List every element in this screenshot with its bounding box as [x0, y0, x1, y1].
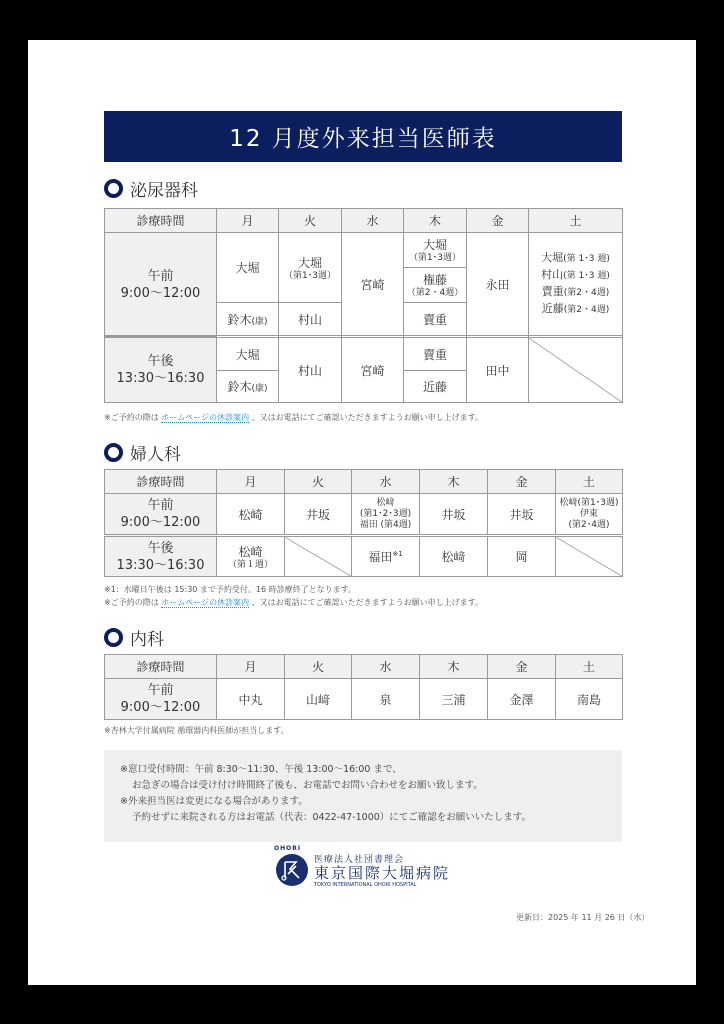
cell-mon-am: 松崎 [217, 494, 285, 536]
cell-mon-am-1: 大堀 [217, 233, 279, 303]
hospital-emblem-icon: OHORI [276, 854, 308, 886]
holiday-info-link[interactable]: ホームページの休診案内 [161, 413, 250, 422]
cell-fri-am: 金澤 [488, 679, 556, 720]
cell-wed-am: 松﨑 (第1･2･3週) 福田 (第4週) [352, 494, 420, 536]
section-title: 婦人科 [130, 445, 181, 465]
cell-fri-pm: 田中 [467, 337, 529, 403]
cell-fri-pm: 岡 [488, 536, 556, 577]
table-header-row [105, 470, 623, 494]
cell-tue-pm: 村山 [279, 337, 342, 403]
cell-tue-am: 井坂 [285, 494, 352, 536]
cell-wed-am: 宮崎 [342, 233, 404, 337]
table-row [105, 679, 623, 720]
header-sat: 土 [529, 209, 623, 233]
ring-bullet-icon [104, 179, 123, 198]
header-tue: 火 [285, 470, 352, 494]
cell-tue-pm-closed [285, 536, 352, 577]
header-wed: 水 [352, 470, 420, 494]
table-row [105, 337, 623, 371]
section-title: 泌尿器科 [130, 181, 198, 201]
cell-fri-am: 永田 [467, 233, 529, 337]
header-fri: 金 [488, 655, 556, 679]
cell-fri-am: 井坂 [488, 494, 556, 536]
header-wed: 水 [352, 655, 420, 679]
table-row [105, 233, 623, 268]
cell-mon-am: 中丸 [217, 679, 285, 720]
header-sat: 土 [556, 470, 623, 494]
cell-thu-am-2: 権藤 （第2・4週） [404, 268, 467, 303]
cell-tue-am-2: 村山 [279, 303, 342, 337]
cell-sat-pm-closed [529, 337, 623, 403]
cell-mon-pm-2: 鈴木(康) [217, 371, 279, 403]
pm-time-cell: 午後 13:30〜16:30 [105, 337, 217, 403]
section-heading-internal [104, 625, 164, 650]
cell-thu-am-1: 大堀 （第1･3週） [404, 233, 467, 268]
header-sat: 土 [556, 655, 623, 679]
cell-mon-pm-1: 大堀 [217, 337, 279, 371]
cell-thu-pm: 松﨑 [420, 536, 488, 577]
am-time-cell: 午前 9:00〜12:00 [105, 494, 217, 536]
cell-mon-pm: 松崎 （第１週） [217, 536, 285, 577]
header-fri: 金 [467, 209, 529, 233]
header-thu: 木 [420, 655, 488, 679]
am-time-cell: 午前 9:00〜12:00 [105, 233, 217, 337]
header-wed: 水 [342, 209, 404, 233]
cell-thu-pm-1: 賣重 [404, 337, 467, 371]
cell-sat-am: 南島 [556, 679, 623, 720]
table-header-row [105, 209, 623, 233]
section-heading-urology [104, 176, 198, 201]
hospital-logo [274, 845, 451, 888]
table-row [105, 494, 623, 536]
updated-date: 更新日：2025 年 11 月 26 日（水） [516, 913, 650, 922]
internal-note: ※杏林大学付属病院 循環器内科医師が担当します。 [104, 726, 289, 735]
cell-thu-am: 井坂 [420, 494, 488, 536]
header-mon: 月 [217, 470, 285, 494]
section-title: 内科 [130, 630, 164, 650]
header-time: 診療時間 [105, 470, 217, 494]
cell-thu-pm-2: 近藤 [404, 371, 467, 403]
cell-sat-pm-closed [556, 536, 623, 577]
cell-mon-am-2: 鈴木(康) [217, 303, 279, 337]
table-row [105, 536, 623, 577]
hospital-name-en: TOKYO INTERNATIONAL OHORI HOSPITAL [314, 882, 417, 888]
header-tue: 火 [285, 655, 352, 679]
cell-wed-am: 泉 [352, 679, 420, 720]
cell-sat-am: 松﨑(第1･3週) 伊東 (第2･4週) [556, 494, 623, 536]
urology-schedule-table [104, 208, 623, 403]
pm-time-cell: 午後 13:30〜16:30 [105, 536, 217, 577]
ring-bullet-icon [104, 628, 123, 647]
hospital-name: 東京国際大堀病院 [314, 864, 451, 882]
cell-thu-am-3: 賣重 [404, 303, 467, 337]
corporation-name: 医療法人社団書理会 [314, 855, 405, 865]
gynecology-schedule-table [104, 469, 623, 577]
header-thu: 木 [404, 209, 467, 233]
header-fri: 金 [488, 470, 556, 494]
header-mon: 月 [217, 209, 279, 233]
reception-info-box: ※窓口受付時間：午前 8:30〜11:30、午後 13:00〜16:00 まで、 お急ぎの場合は受け付け時間終了後も、お電話でお問い合わせをお願い致します。 ※外来担当医は変更になる場合があります。 予約せずに来院される方はお電話（代表：0422-47-1000）にてご確認をお願いいたします。 [104, 750, 622, 842]
header-mon: 月 [217, 655, 285, 679]
cell-thu-am: 三浦 [420, 679, 488, 720]
urology-reservation-note: ※ご予約の際は ホームページの休診案内 、又はお電話にてご確認いただきますようお願い申し上げます。 [104, 413, 483, 422]
cell-sat-am: 大堀(第 1･3 週) 村山(第 1･3 週) 賣重(第2・4週) 近藤(第2・4週) [529, 233, 623, 337]
cell-wed-pm: 宮崎 [342, 337, 404, 403]
ring-bullet-icon [104, 443, 123, 462]
cell-wed-pm: 福田$^{※1}$ [352, 536, 420, 577]
table-header-row [105, 655, 623, 679]
section-heading-gynecology [104, 440, 181, 465]
page-title: 12 月度外来担当医師表 [104, 111, 622, 162]
holiday-info-link[interactable]: ホームページの休診案内 [161, 598, 250, 607]
am-time-cell: 午前 9:00〜12:00 [105, 679, 217, 720]
internal-schedule-table [104, 654, 623, 720]
cell-tue-am-1: 大堀 （第1･3週） [279, 233, 342, 303]
gynecology-notes: ※1：水曜日午後は 15:30 まで予約受付。16 時診療終了となります。 ※ご予約の際は ホームページの休診案内 、又はお電話にてご確認いただきますようお願い申し上げます。 [104, 585, 483, 607]
header-tue: 火 [279, 209, 342, 233]
cell-tue-am: 山﨑 [285, 679, 352, 720]
header-time: 診療時間 [105, 655, 217, 679]
header-time: 診療時間 [105, 209, 217, 233]
header-thu: 木 [420, 470, 488, 494]
